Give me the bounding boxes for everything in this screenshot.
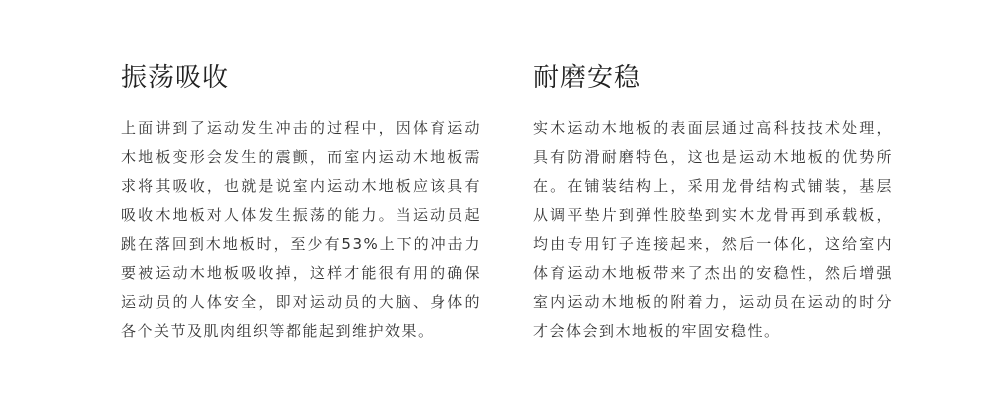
shock-absorption-title: 振荡吸收	[121, 63, 230, 93]
shock-absorption-body: 上面讲到了运动发生冲击的过程中，因体育运动木地板变形会发生的震颤，而室内运动木地板需求将其吸收，也就是说室内运动木地板应该具有吸收木地板对人体发生振荡的能力。当运动员起跳在落回到木地板时，至少有53%上下的冲击力要被运动木地板吸收掉，这样才能很有用的确保运动员的人体安全，即对运动员的大脑、身体的各个关节及肌肉组织等都能起到维护效果。	[121, 119, 481, 340]
shock-absorption-section	[121, 60, 481, 346]
wear-resistance-title: 耐磨安稳	[533, 63, 642, 93]
wear-resistance-body: 实木运动木地板的表面层通过高科技技术处理，具有防滑耐磨特色，这也是运动木地板的优势所在。在铺装结构上，采用龙骨结构式铺装，基层从调平垫片到弹性胶垫到实木龙骨再到承载板，均由专用钉子连接起来，然后一体化，这给室内体育运动木地板带来了杰出的安稳性，然后增强室内运动木地板的附着力，运动员在运动的时分才会体会到木地板的牢固安稳性。	[533, 119, 893, 340]
wear-resistance-section	[533, 60, 893, 346]
